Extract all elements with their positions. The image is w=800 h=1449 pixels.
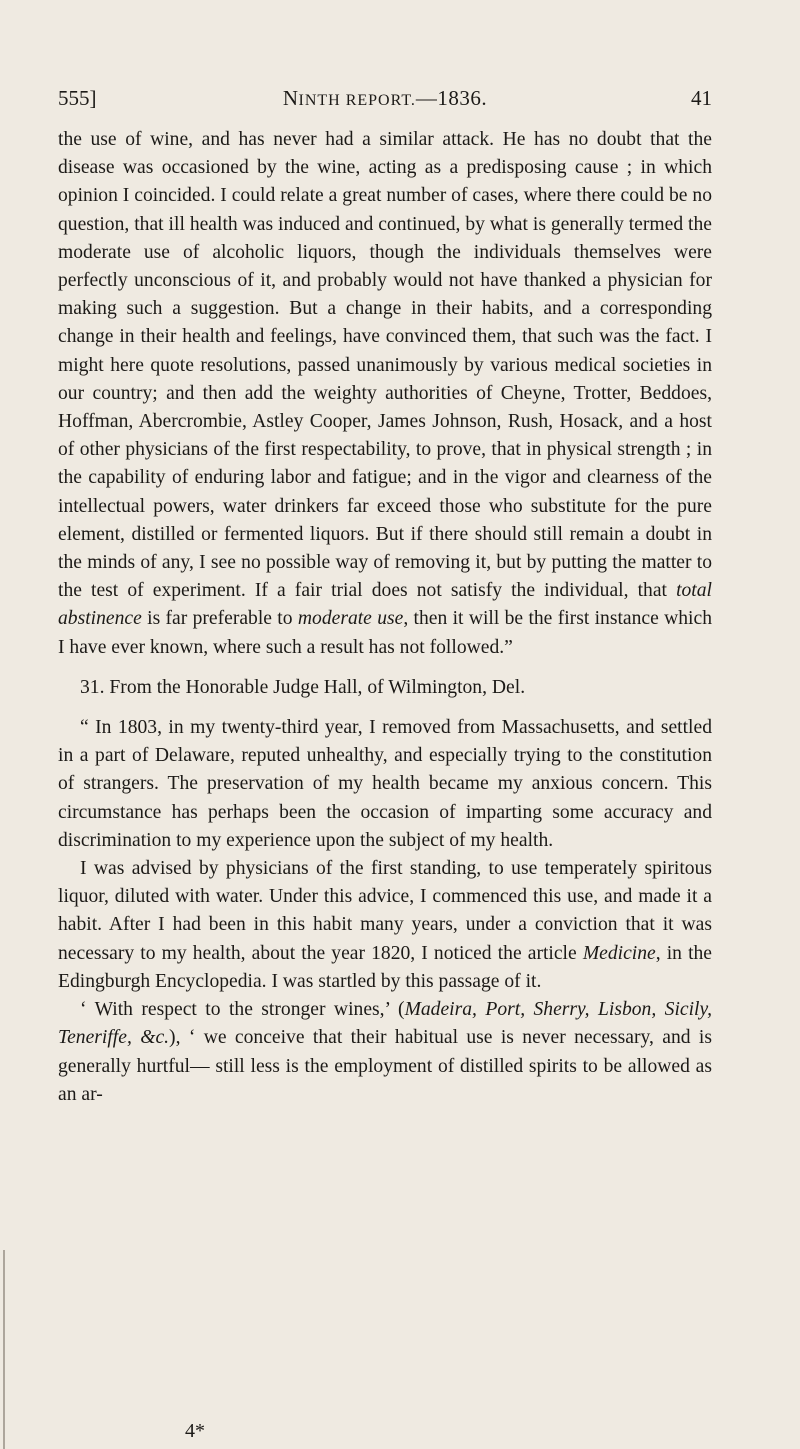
paragraph-continuation: the use of wine, and has never had a similar attack. He has no doubt that the disease was occasioned by the wine, acting as a predisposing cause ; in which opinion I coincided. I could relate a great number of cases, where there could be no question, that ill health was induced and continued, by what is generally termed the moderate use of alcoholic liquors, though the individuals themselves were perfectly unconscious of it, and probably would not have thanked a physician for making such a suggestion. But a change in their habits, and a corresponding change in their health and feelings, have convinced them, that such was the fact. I might here quote resolutions, passed unanimously by various medical societies in our country; and then add the weighty authorities of Cheyne, Trotter, Beddoes, Hoffman, Abercrombie, Astley Cooper, James Johnson, Rush, Hosack, and a host of other physicians of the first respectability, to prove, that in physical strength ; in the capability of enduring labor and fatigue; and in the vigor and clearness of the intellectual powers, water drinkers far exceed those who substitute for the pure element, distilled or fermented liquors. But if there should still remain a doubt in the minds of any, I see no possible way of removing it, but by putting the matter to the test of experiment. If a fair trial does not satisfy the individual, that total abstinence is far preferable to moderate use, then it will be the first instance which I have ever known, where such a result has not followed.” — [58, 129, 712, 658]
emphasis-total-abstinence: total abstinence — [58, 580, 712, 630]
emphasis-moderate-use: moderate use — [297, 608, 404, 630]
running-title-initial: N — [282, 86, 299, 110]
emphasis-wine-list: Madeira, Port, Sherry, Lisbon, Sicily, Teneriffe, &c. — [58, 999, 712, 1049]
running-title-year: —1836. — [415, 86, 488, 110]
paragraph-letter-opening: “ In 1803, in my twenty-third year, I removed from Massachusetts, and settled in a part of Delaware, reputed unhealthy, and especially trying to the constitution of strangers. The preservation of my health became my anxious concern. This circumstance has perhaps been the occasion of imparting some accuracy and discrimination to my experience upon the subject of my health. — [58, 717, 712, 851]
page-reference: 555] — [58, 86, 97, 110]
paragraph-advice: I was advised by physicians of the first standing, to use temperately spiritous liquor, diluted with water. Under this advice, I commenced this use, and made it a habit. After I had been in this habit many years, under a conviction that it was necessary to my health, about the year 1820, I noticed the article Medicine, in the Edingburgh Encyclopedia. I was startled by this passage of it. — [58, 858, 713, 992]
page-number: 41 — [691, 86, 712, 110]
paragraph-quotation: ‘ With respect to the stronger wines,’ (Madeira, Port, Sherry, Lisbon, Sicily, Teneriffe, &c.), ‘ we conceive that their habitual use is never necessary, and is generally hurtful— still less is the employment of distilled spirits to be allowed as an ar- — [58, 999, 712, 1105]
running-head — [58, 86, 712, 116]
running-title — [58, 86, 712, 111]
section-heading-31: 31. From the Honorable Judge Hall, of Wilmington, Del. — [80, 676, 526, 698]
running-title-caps: INTH REPORT. — [298, 92, 416, 109]
emphasis-medicine: Medicine — [582, 942, 656, 964]
body-text — [58, 126, 712, 1109]
signature-mark: 4* — [185, 1420, 205, 1442]
page-edge-line — [3, 1250, 5, 1449]
